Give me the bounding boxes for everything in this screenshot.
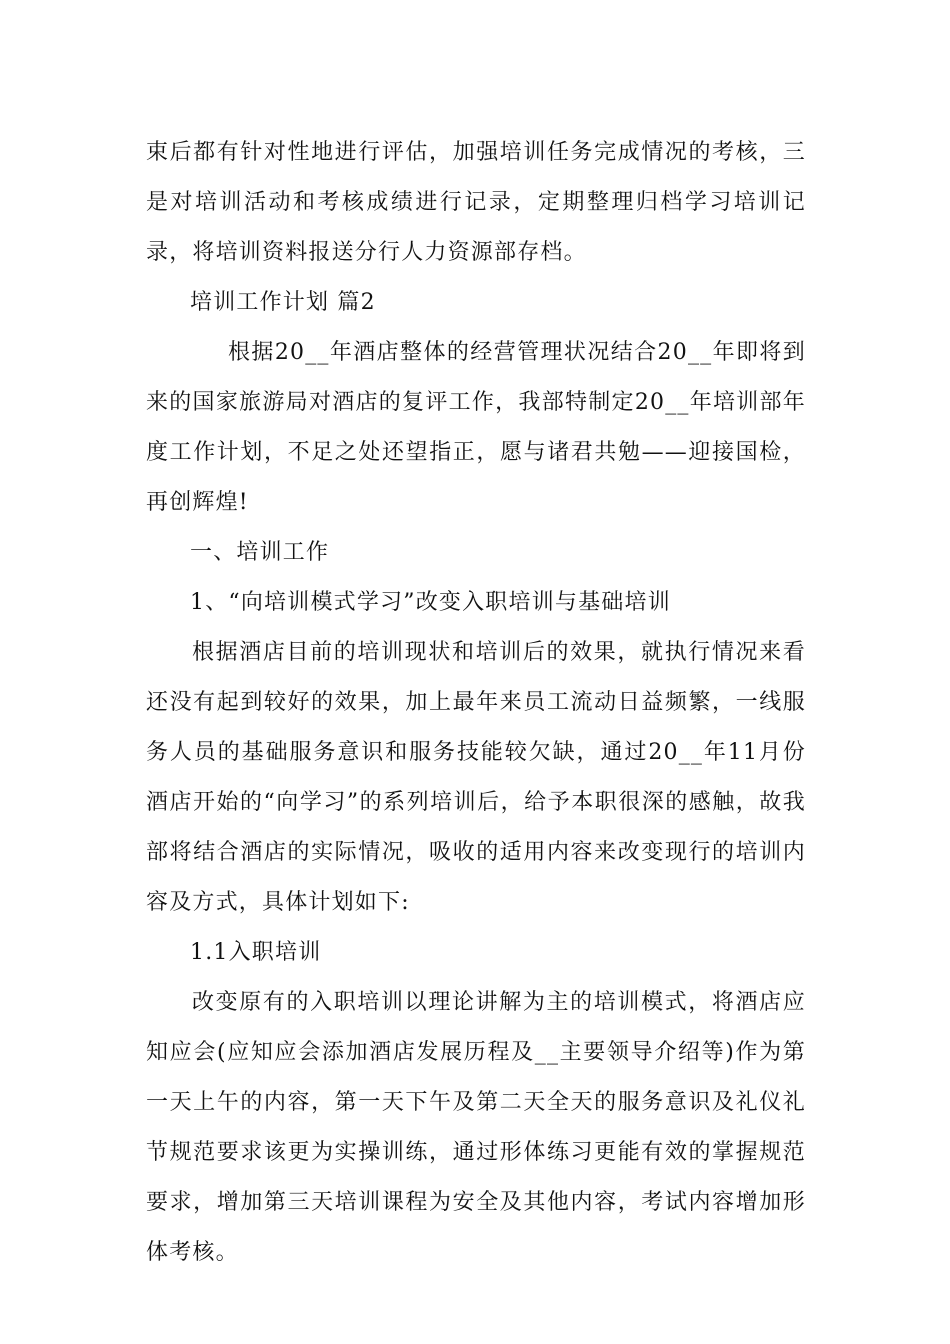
heading-training-model: 1、“向培训模式学习”改变入职培训与基础培训 [190, 590, 671, 615]
heading-training-work: 一、培训工作 [190, 540, 330, 565]
paragraph-intro: 根据20__年酒店整体的经营管理状况结合20__年即将到来的国家旅游局对酒店的复评工作，我部特制定20__年培训部年度工作计划，不足之处还望指正，愿与诸君共勉——迎接国检，再创辉煌! [146, 340, 806, 515]
paragraph-continuation: 束后都有针对性地进行评估，加强培训任务完成情况的考核，三是对培训活动和考核成绩进行记录，定期整理归档学习培训记录，将培训资料报送分行人力资源部存档。 [146, 140, 806, 265]
section-title-plan-2: 培训工作计划 篇2 [190, 290, 376, 315]
heading-onboarding-training: 1.1入职培训 [190, 940, 322, 965]
paragraph-training-status: 根据酒店目前的培训现状和培训后的效果，就执行情况来看还没有起到较好的效果，加上最年来员工流动日益频繁，一线服务人员的基础服务意识和服务技能较欠缺，通过20__年11月份酒店开始的“向学习”的系列培训后，给予本职很深的感触，故我部将结合酒店的实际情况，吸收的适用内容来改变现行的培训内容及方式，具体计划如下: [146, 640, 806, 915]
paragraph-onboarding-changes: 改变原有的入职培训以理论讲解为主的培训模式，将酒店应知应会(应知应会添加酒店发展历程及__主要领导介绍等)作为第一天上午的内容，第一天下午及第二天全天的服务意识及礼仪礼节规范要求该更为实操训练，通过形体练习更能有效的掌握规范要求，增加第三天培训课程为安全及其他内容，考试内容增加形体考核。 [146, 990, 806, 1265]
